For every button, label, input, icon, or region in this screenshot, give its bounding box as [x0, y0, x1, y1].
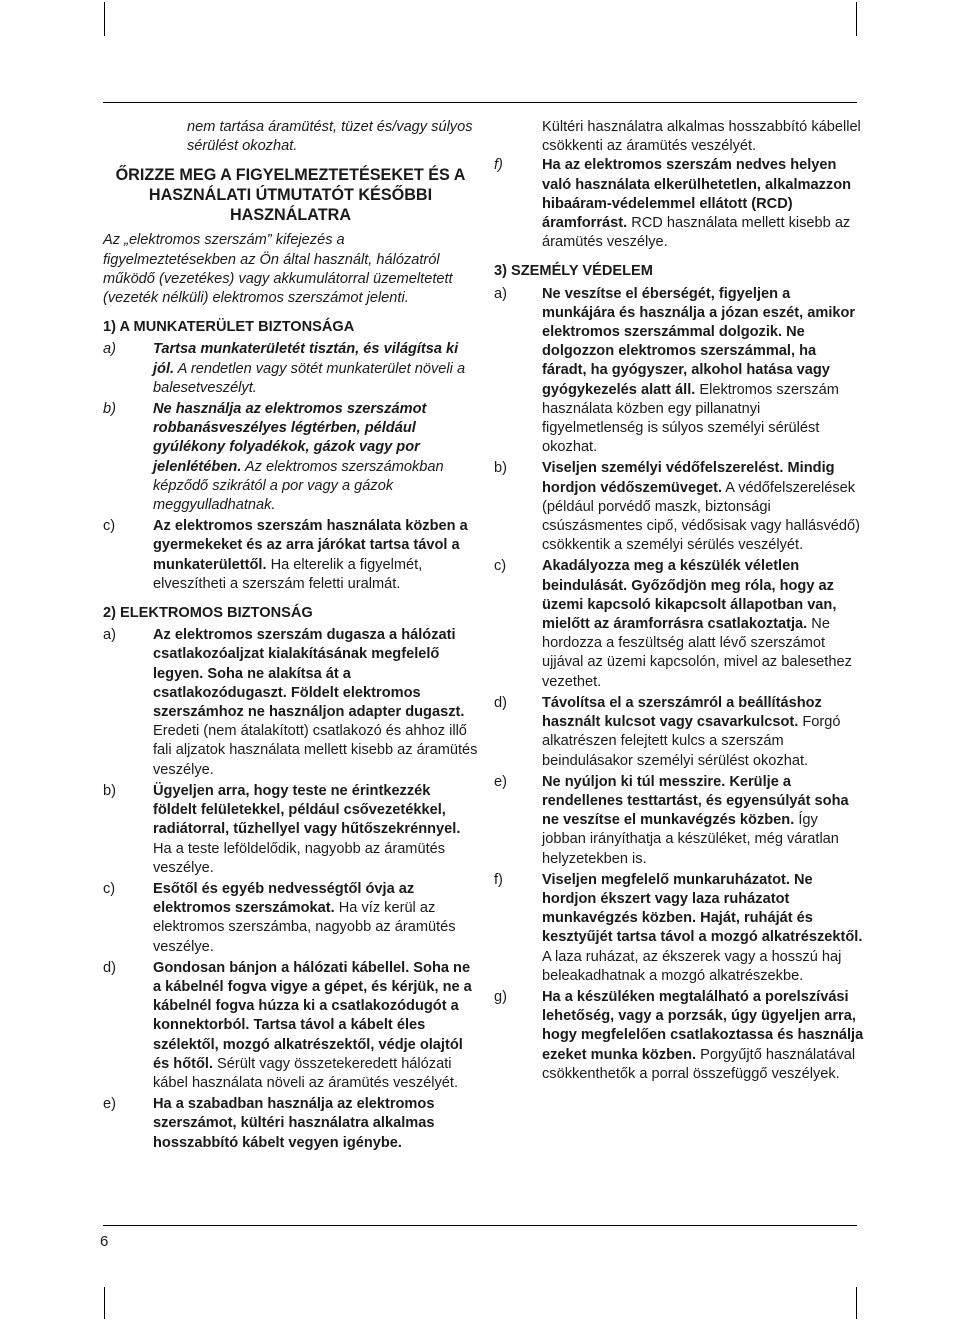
item-letter: c): [103, 518, 116, 535]
page-number: 6: [100, 1233, 109, 1250]
item-letter: b): [103, 401, 116, 418]
item-letter: c): [103, 880, 116, 897]
section2-title: 2) ELEKTROMOS BIZTONSÁG: [103, 605, 313, 622]
list-item: [103, 959, 478, 1093]
crop-mark-bottom-left: [104, 1287, 105, 1319]
definition-paragraph: Az „elektromos szerszám” kifejezés a figyelmeztetésekben az Ön által használt, hálózatról működő (vezetékes) vagy akkumulátorral üzemeltetett (vezeték nélküli) elektromos szerszámot jelenti.: [103, 232, 453, 307]
item-text: Ha víz kerül az elektromos szerszámba, nagyobb az áramütés veszélye.: [153, 900, 456, 955]
list-item: [494, 459, 864, 555]
list-item: [103, 517, 478, 594]
item-text: Ha a teste leföldelődik, nagyobb az áramütés veszélye.: [153, 840, 446, 876]
item-text: A rendetlen vagy sötét munkaterület növeli a balesetveszélyt.: [153, 360, 466, 396]
item-text: Sérült vagy összetekeredett hálózati kábel használata növeli az áramütés veszélyét.: [153, 1055, 459, 1091]
list-item: [103, 1095, 478, 1153]
item-bold: Ha a készüléken megtalálható a porelszívási lehetőség, vagy a porzsák, úgy ügyeljen arra, hogy megfelelően csatlakoztassa és használja ezeket munka közben.: [542, 988, 864, 1063]
item-letter: c): [494, 558, 507, 575]
item-letter: f): [494, 871, 503, 888]
footer-rule: [103, 1225, 857, 1226]
item-bold: Tartsa munkaterületét tisztán, és világítsa ki jól.: [153, 341, 459, 377]
item-bold: Távolítsa el a szerszámról a beállításhoz használt kulcsot vagy csavarkulcsot.: [542, 694, 822, 731]
item-letter: g): [494, 988, 507, 1005]
item-bold: Gondosan bánjon a hálózati kábellel. Soha ne a kábelnél fogva vigye a gépet, és kérjük, ne a kábelnél fogva húzza ki a csatlakozódugót a konnektorból. Tartsa távol a kábelt éles szélektől, mozgó alkatrészektől, védje olajtól és hőtől.: [153, 959, 472, 1072]
intro-continuation: nem tartása áramütést, tüzet és/vagy súlyos sérülést okozhat.: [187, 119, 473, 155]
item-text: Elektromos szerszám használata közben egy pillanatnyi figyelmetlenség is súlyos személyi sérülést okozhat.: [542, 381, 839, 456]
continuation-text: Kültéri használatra alkalmas hosszabbító kábellel csökkenti az áramütés veszélyét.: [542, 119, 861, 155]
item-bold: Ha az elektromos szerszám nedves helyen való használata elkerülhetetlen, alkalmazzon hibaáram-védelemmel ellátott (RCD) áramforrást.: [542, 157, 852, 232]
list-item: [494, 871, 864, 986]
item-bold: Ne használja az elektromos szerszámot robbanásveszélyes légtérben, például gyúlékony folyadékok, gázok vagy por jelenlétében.: [153, 401, 427, 475]
section3-title: 3) SZEMÉLY VÉDELEM: [494, 263, 653, 280]
list-item: [494, 557, 864, 691]
item-text: Porgyűjtő használatával csökkenthetők a porral összefüggő veszélyek.: [542, 1046, 856, 1082]
item-bold: Ügyeljen arra, hogy teste ne érintkezzék földelt felületekkel, például csővezetékkel, radiátorral, tűzhellyel vagy hűtőszekrénnyel.: [153, 782, 461, 838]
list-item: [103, 626, 478, 780]
item-text: RCD használata mellett kisebb az áramütés veszélye.: [542, 215, 851, 251]
item-letter: e): [494, 773, 507, 790]
item-text: Az elektromos szerszámokban képződő szikrától a por vagy a gázok meggyulladhatnak.: [153, 458, 444, 514]
item-bold: Esőtől és egyéb nedvességtől óvja az elektromos szerszámokat.: [153, 880, 415, 917]
header-rule: [103, 102, 857, 103]
list-item: [494, 156, 864, 252]
right-column: [494, 118, 864, 1086]
item-letter: a): [103, 341, 116, 358]
item-letter: b): [103, 782, 116, 799]
item-bold: Ne veszítse el éberségét, figyeljen a munkájára és használja a józan eszét, amikor elektromos szerszámmal dolgozik. Ne dolgozzon elektromos szerszámmal, ha fáradt, ha gyógyszer, alkohol hatása vagy gyógykezelés alatt áll.: [542, 285, 856, 398]
item-letter: f): [494, 157, 503, 174]
list-item: [494, 773, 864, 869]
list-item: [494, 988, 864, 1084]
list-item: [103, 782, 478, 878]
item-bold: Az elektromos szerszám használata közben a gyermekeket és az arra járókat tartsa távol a munkaterülettől.: [153, 518, 468, 573]
item-bold: Viseljen megfelelő munkaruházatot. Ne hordjon ékszert vagy laza ruházatot munkavégzés közben. Haját, ruháját és kesztyűjét tartsa távol a mozgó alkatrészektől.: [542, 871, 863, 946]
item-text: Eredeti (nem átalakított) csatlakozó és ahhoz illő fali aljzatok használata mellett kisebb az áramütés veszélye.: [153, 723, 478, 778]
item-text: Ha elterelik a figyelmét, elveszítheti a szerszám feletti uralmát.: [153, 556, 423, 592]
list-item: [494, 285, 864, 458]
list-item: [103, 340, 478, 398]
item-letter: a): [494, 285, 507, 302]
item-bold: Akadályozza meg a készülék véletlen beindulását. Győződjön meg róla, hogy az üzemi kapcsoló kikapcsolt állapotban van, mielőtt az áramforrásra csatlakoztatja.: [542, 558, 837, 633]
list-item: [494, 694, 864, 771]
crop-mark-top-left: [104, 2, 105, 36]
crop-mark-bottom-right: [856, 1287, 857, 1319]
item-letter: e): [103, 1096, 116, 1113]
item-letter: d): [103, 959, 116, 976]
item-text: A laza ruházat, az ékszerek vagy a hosszú haj beleakadhatnak a mozgó alkatrészekbe.: [542, 948, 842, 984]
item-letter: b): [494, 460, 507, 477]
item-text: Így jobban irányíthatja a készüléket, még váratlan helyzetekben is.: [542, 812, 839, 867]
warning-title: ŐRIZZE MEG A FIGYELMEZTETÉSEKET ÉS A HASZNÁLATI ÚTMUTATÓT KÉSŐBBI HASZNÁLATRA: [115, 166, 466, 225]
item-text: Forgó alkatrészen felejtett kulcs a szerszám beindulásakor személyi sérülést okozhat.: [542, 714, 841, 769]
left-column: [103, 118, 478, 1155]
list-item: [103, 400, 478, 515]
item-letter: a): [103, 627, 116, 644]
item-text: Ne hordozza a feszültség alatt lévő szerszámot ujjával az üzemi kapcsolón, mivel az balesethez vezethet.: [542, 616, 852, 690]
crop-mark-top-right: [856, 2, 857, 36]
list-item: [103, 880, 478, 957]
item-text: A védőfelszerelések (például porvédő maszk, biztonsági csúszásmentes cipő, védősisak vagy hallásvédő) csökkentik a személyi sérülés veszélyét.: [542, 479, 860, 554]
item-bold: Az elektromos szerszám dugasza a hálózati csatlakozóaljzat kialakításának megfelelő legyen. Soha ne alakítsa át a csatlakozódugaszt. Földelt elektromos szerszámhoz ne használjon adapter dugaszt.: [153, 627, 465, 721]
item-bold: Ne nyúljon ki túl messzire. Kerülje a rendellenes testtartást, és egyensúlyát soha ne veszítse el munkavégzés közben.: [542, 773, 849, 829]
item-letter: d): [494, 694, 507, 711]
item-bold: Ha a szabadban használja az elektromos szerszámot, kültéri használatra alkalmas hosszabbító kábelt vegyen igénybe.: [153, 1096, 435, 1151]
section1-title: 1) A MUNKATERÜLET BIZTONSÁGA: [103, 319, 355, 336]
item-bold: Viseljen személyi védőfelszerelést. Mindig hordjon védőszemüveget.: [542, 460, 835, 496]
